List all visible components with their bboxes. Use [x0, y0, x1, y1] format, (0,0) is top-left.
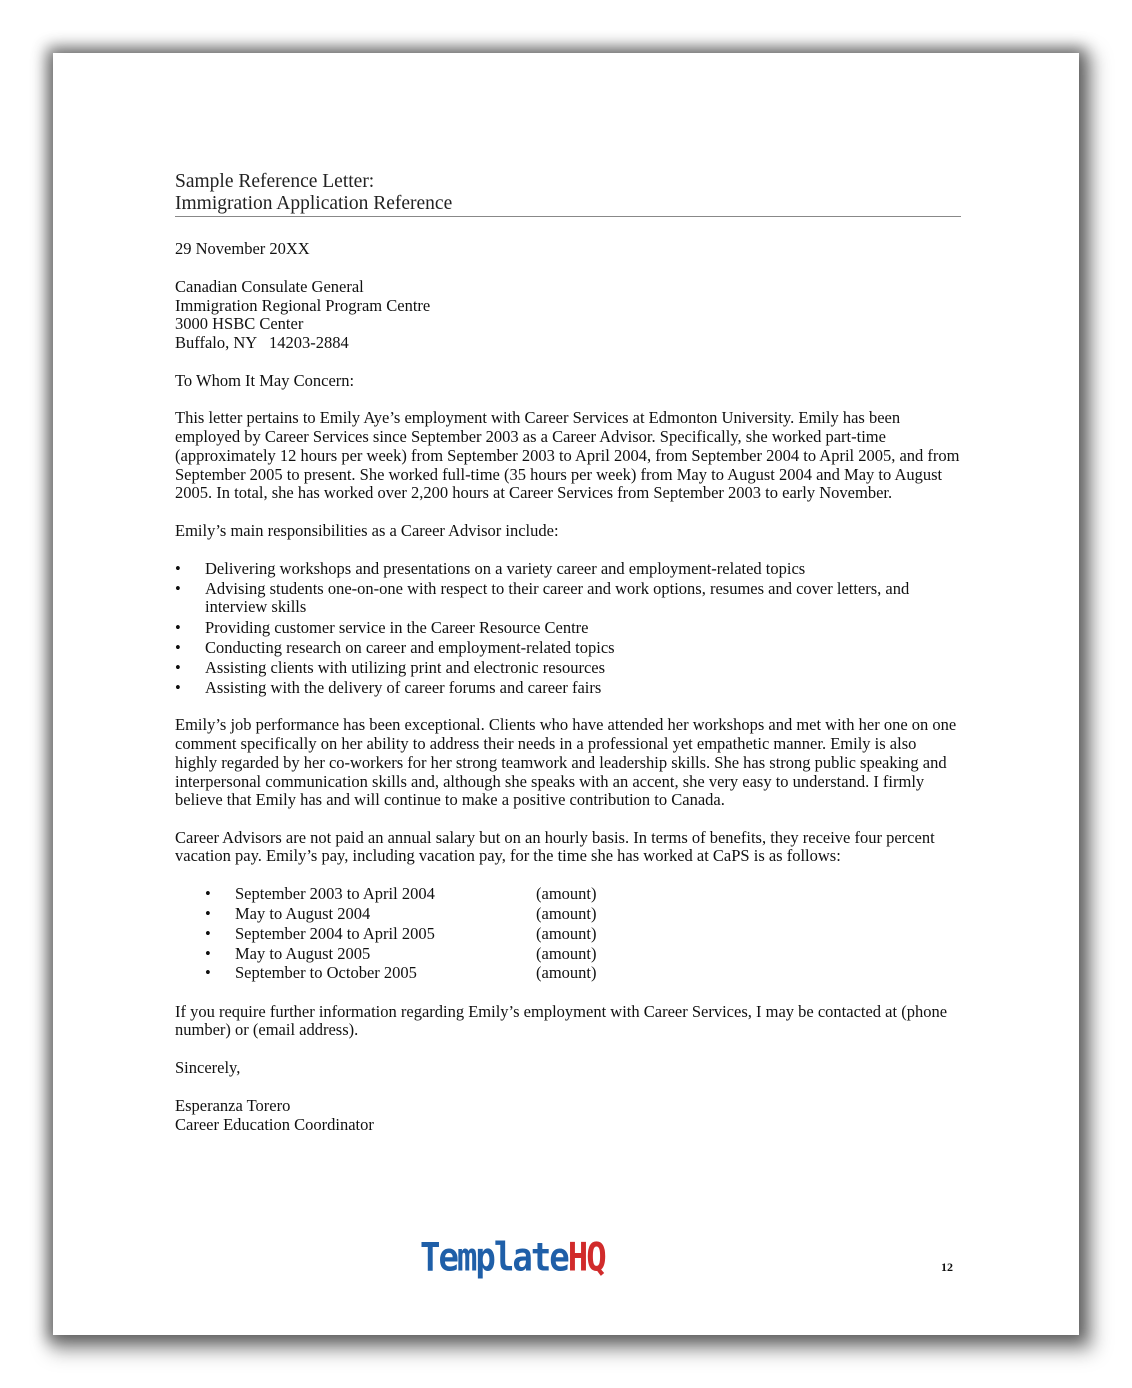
list-item: • Delivering workshops and presentations on a variety career and employment-related topics: [175, 560, 961, 579]
letter-title: [175, 171, 961, 217]
list-item: • Assisting with the delivery of career forums and career fairs: [175, 679, 961, 698]
pay-period: September to October 2005: [235, 963, 417, 983]
address-line: Immigration Regional Program Centre: [175, 295, 431, 315]
list-item: • Providing customer service in the Career Resource Centre: [175, 619, 961, 638]
pay-row: [175, 925, 961, 945]
pay-period: May to August 2005: [235, 943, 371, 963]
recipient-address: [175, 278, 961, 353]
responsibilities-intro: Emily’s main responsibilities as a Career Advisor include:: [175, 520, 559, 540]
pay-row: [175, 945, 961, 965]
pay-amount: (amount): [536, 923, 597, 943]
signature-block: [175, 1097, 961, 1135]
signer-title: Career Education Coordinator: [175, 1114, 374, 1134]
letter-body: [175, 171, 961, 1135]
closing: Sincerely,: [175, 1058, 241, 1078]
letter-date: 29 November 20XX: [175, 239, 310, 258]
pay-period: September 2004 to April 2005: [235, 923, 435, 943]
signer-name: Esperanza Torero: [175, 1096, 291, 1116]
pay-amount: (amount): [536, 963, 597, 983]
address-line: Buffalo, NY 14203-2884: [175, 333, 349, 353]
paragraph-pay: Career Advisors are not paid an annual salary but on an hourly basis. In terms of benefits, they receive four percent vacation pay. Emily’s pay, including vacation pay, for the time she has worked at CaPS is as follows:: [175, 827, 935, 866]
address-line: 3000 HSBC Center: [175, 314, 304, 334]
responsibilities-list: [175, 560, 961, 698]
pay-row: [175, 905, 961, 925]
logo-text-template: Template: [420, 1235, 568, 1281]
list-item: • Advising students one-on-one with respect to their career and work options, resumes and cover letters, and interview skills: [175, 580, 961, 618]
document-page: [53, 53, 1079, 1335]
page-number: 12: [941, 1260, 953, 1274]
paragraph-contact: If you require further information regarding Emily’s employment with Career Services, I may be contacted at (phone number) or (email address).: [175, 1001, 948, 1040]
pay-row: [175, 885, 961, 905]
address-line: Canadian Consulate General: [175, 276, 364, 296]
pay-period: May to August 2004: [235, 904, 371, 923]
logo-text-hq: HQ: [567, 1235, 605, 1281]
pay-amount: (amount): [536, 884, 597, 904]
title-line-1: Sample Reference Letter:: [175, 171, 375, 192]
pay-list: [175, 885, 961, 984]
pay-amount: (amount): [536, 943, 597, 963]
paragraph-performance: Emily’s job performance has been exceptional. Clients who have attended her workshops and met with her one on one comment specifically on her ability to address their needs in a professional yet empathetic manner. Emily is also highly regarded by her co-workers for her strong teamwork and leadership skills. She has strong public speaking and interpersonal communication skills and, although she speaks with an accent, she very easy to understand. I firmly believe that Emily has and will continue to make a positive contribution to Canada.: [175, 715, 957, 810]
pay-row: [175, 964, 961, 984]
list-item: • Conducting research on career and employment-related topics: [175, 639, 961, 658]
paragraph-employment: This letter pertains to Emily Aye’s employment with Career Services at Edmonton University. Emily has been employed by Career Services since September 2003 as a Career Advisor. Specifically, she worked part-time (approximately 12 hours per week) from September 2003 to April 2004, from September 2004 to April 2005, and from September 2005 to present. She worked full-time (35 hours per week) from May to August 2004 and May to August 2005. In total, she has worked over 2,200 hours at Career Services from September 2003 to early November.: [175, 408, 960, 503]
pay-amount: (amount): [536, 904, 597, 923]
templatehq-logo: [420, 1235, 605, 1281]
list-item: • Assisting clients with utilizing print and electronic resources: [175, 659, 961, 678]
pay-period: September 2003 to April 2004: [235, 884, 435, 904]
salutation: To Whom It May Concern:: [175, 370, 355, 390]
title-line-2: Immigration Application Reference: [175, 193, 453, 214]
